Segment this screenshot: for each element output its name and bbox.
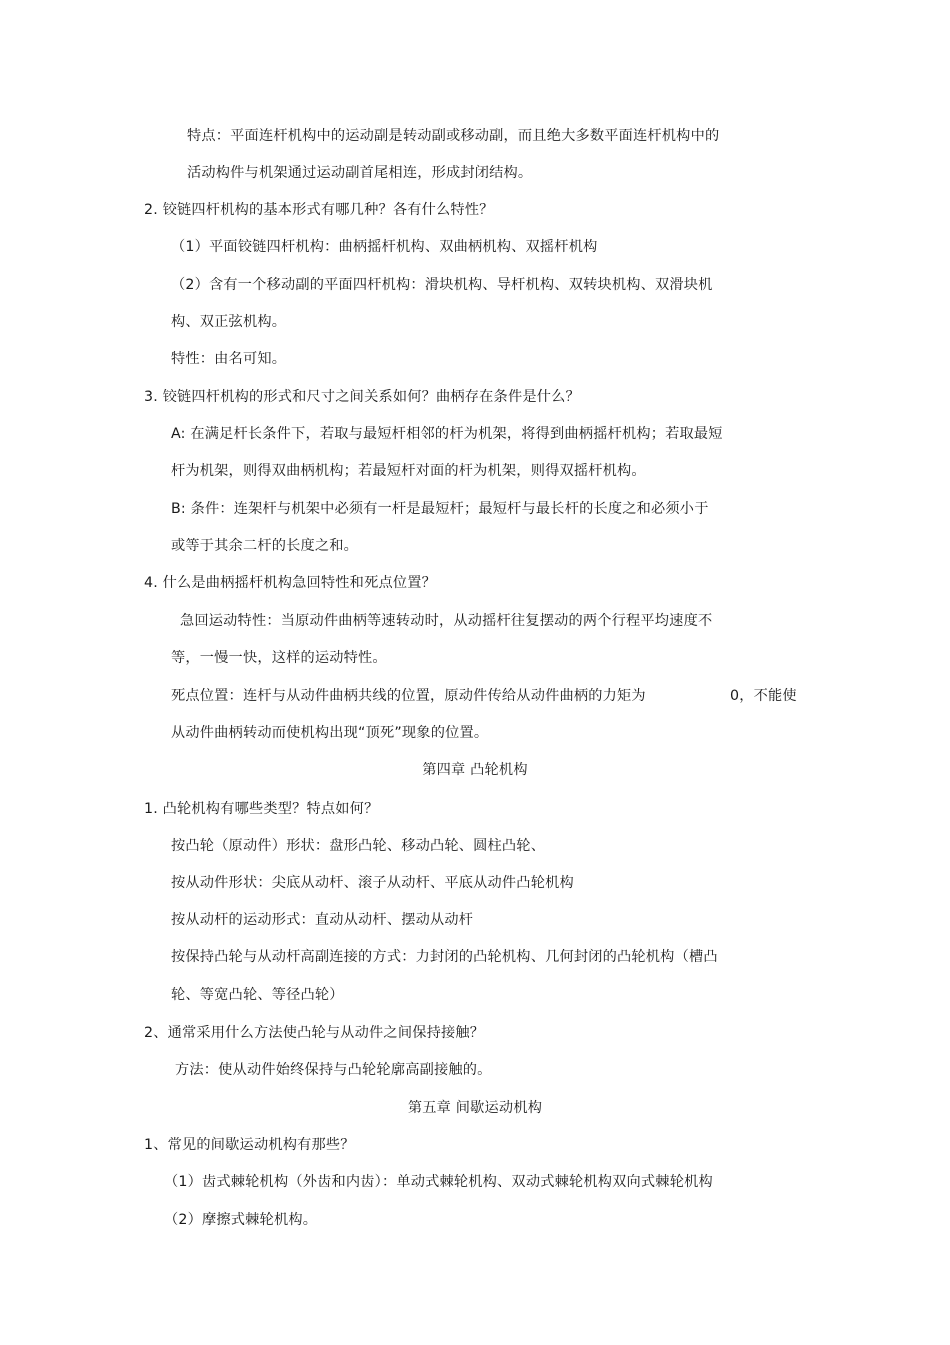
chapter-title: 第四章 凸轮机构: [422, 762, 528, 778]
chapter-title: 第五章 间歇运动机构: [407, 1100, 543, 1116]
question-heading: 3. 铰链四杆机构的形式和尺寸之间关系如何？曲柄存在条件是什么？: [144, 389, 580, 405]
text-line: （1）平面铰链四杆机构：曲柄摇杆机构、双曲柄机构、双摇杆机构: [171, 239, 598, 255]
text-line: 急回运动特性：当原动件曲柄等速转动时，从动摇杆往复摆动的两个行程平均速度不: [180, 613, 713, 629]
text-line: B: 条件：连架杆与机架中必须有一杆是最短杆；最短杆与最长杆的长度之和必须小于: [171, 501, 709, 517]
text-line: （2）含有一个移动副的平面四杆机构：滑块机构、导杆机构、双转块机构、双滑块机: [171, 277, 713, 293]
text-line: 按从动件形状：尖底从动杆、滚子从动杆、平底从动件凸轮机构: [171, 875, 574, 891]
text-line: 方法：使从动件始终保持与凸轮轮廓高副接触的。: [175, 1062, 492, 1078]
text-line: 杆为机架，则得双曲柄机构；若最短杆对面的杆为机架，则得双摇杆机构。: [171, 463, 646, 479]
text-line: 轮、等宽凸轮、等径凸轮）: [171, 987, 344, 1003]
question-heading: 2. 铰链四杆机构的基本形式有哪几种？各有什么特性？: [144, 202, 494, 218]
question-heading: 2、通常采用什么方法使凸轮与从动件之间保持接触？: [144, 1025, 485, 1041]
text-line: 活动构件与机架通过运动副首尾相连，形成封闭结构。: [187, 165, 533, 181]
text-line: 按从动杆的运动形式：直动从动杆、摆动从动杆: [171, 912, 474, 928]
text-line: 特性：由名可知。: [171, 351, 287, 367]
text-line: 0，不能使: [730, 688, 797, 704]
text-line: 按保持凸轮与从动杆高副连接的方式：力封闭的凸轮机构、几何封闭的凸轮机构（槽凸: [171, 949, 718, 965]
question-heading: 1、常见的间歇运动机构有那些？: [144, 1137, 355, 1153]
text-line: 特点：平面连杆机构中的运动副是转动副或移动副，而且绝大多数平面连杆机构中的: [187, 128, 720, 144]
text-line: 构、双正弦机构。: [171, 314, 287, 330]
text-line: 等，一慢一快，这样的运动特性。: [171, 650, 387, 666]
text-line: 从动件曲柄转动而使机构出现“顶死”现象的位置。: [171, 725, 489, 741]
text-line: 或等于其余二杆的长度之和。: [171, 538, 359, 554]
text-line: （1）齿式棘轮机构（外齿和内齿）：单动式棘轮机构、双动式棘轮机构双向式棘轮机构: [164, 1174, 713, 1190]
question-heading: 1. 凸轮机构有哪些类型？特点如何？: [144, 801, 379, 817]
text-line: 按凸轮（原动件）形状：盘形凸轮、移动凸轮、圆柱凸轮、: [171, 838, 546, 854]
text-line: A: 在满足杆长条件下，若取与最短杆相邻的杆为机架，将得到曲柄摇杆机构；若取最短: [171, 426, 723, 442]
text-line: （2）摩擦式棘轮机构。: [164, 1212, 318, 1228]
question-heading: 4. 什么是曲柄摇杆机构急回特性和死点位置？: [144, 575, 437, 591]
text-line: 死点位置：连杆与从动件曲柄共线的位置，原动件传给从动件曲柄的力矩为: [171, 688, 646, 704]
